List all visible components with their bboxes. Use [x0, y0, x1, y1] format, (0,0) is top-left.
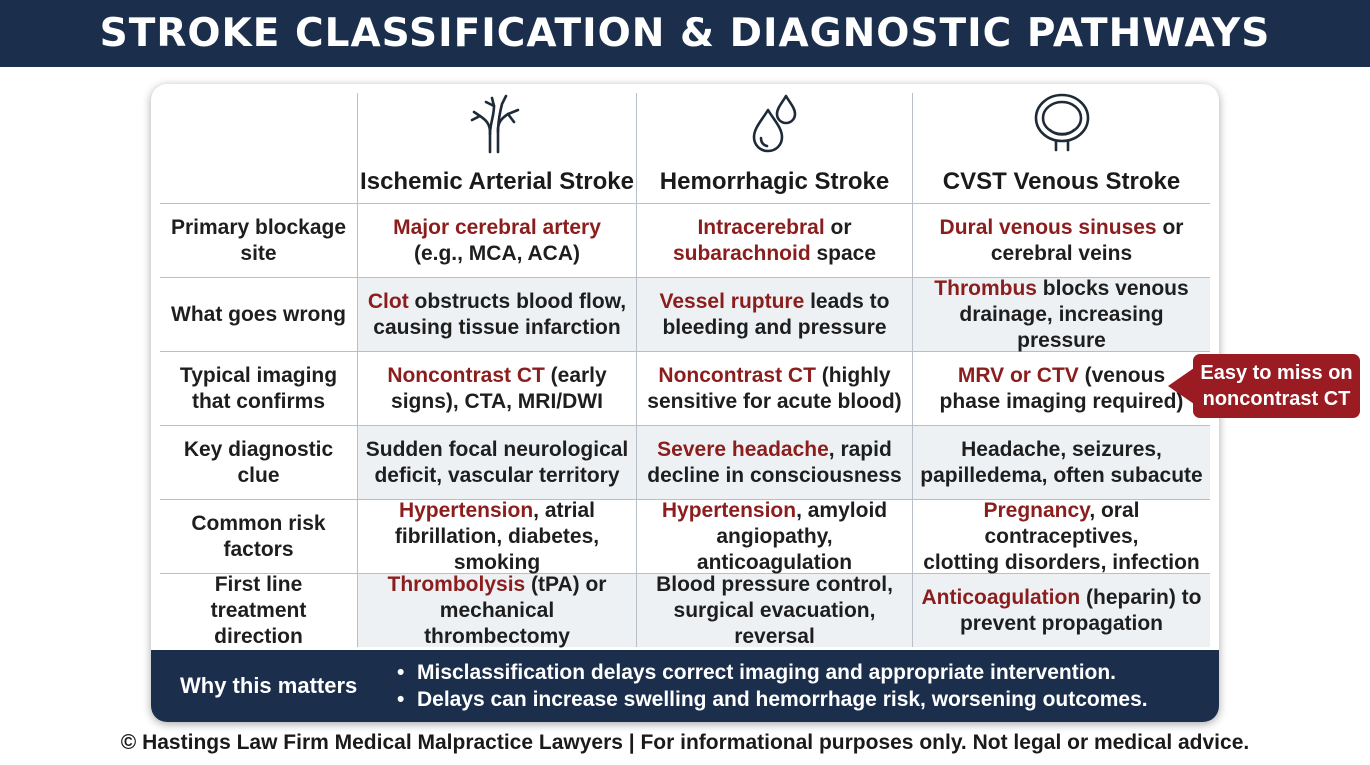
cell-ischemic [357, 500, 636, 573]
cell-text [940, 363, 1184, 415]
plain-text: , oral contraceptives, clotting disorders, infection [923, 498, 1200, 574]
highlight-text: Severe headache [657, 437, 829, 461]
row-label [160, 352, 357, 425]
cell-ischemic [357, 278, 636, 351]
plain-text: , rapid decline in consciousness [647, 437, 902, 487]
highlight-text: Hypertension [661, 498, 797, 522]
highlight-text: Thrombolysis [387, 572, 526, 596]
cell-hemorrhagic [636, 278, 912, 351]
plain-text: (highly sensitive for acute blood) [647, 363, 902, 413]
comparison-table [160, 93, 1210, 647]
highlight-text: Anticoagulation [921, 585, 1081, 609]
cell-ischemic [357, 204, 636, 277]
venous-sinus-icon [1032, 92, 1092, 154]
cell-text [366, 437, 629, 489]
row-label [160, 500, 357, 573]
cell-hemorrhagic [636, 352, 912, 425]
table-body [160, 203, 1210, 647]
cell-cvst [912, 352, 1210, 425]
highlight-text: Clot [367, 289, 409, 313]
cell-cvst [912, 500, 1210, 573]
plain-text: , amyloid angiopathy, anticoagulation [696, 498, 888, 574]
cell-text [940, 215, 1184, 267]
plain-text: Sudden focal neurological deficit, vascular territory [365, 437, 629, 487]
row-label [160, 426, 357, 499]
table-row [160, 203, 1210, 277]
cell-text [922, 585, 1202, 637]
page-title: STROKE CLASSIFICATION & DIAGNOSTIC PATHWAYS [99, 11, 1271, 56]
table-row [160, 425, 1210, 499]
cell-text [393, 215, 601, 267]
row-label-text: First line treatment direction [210, 572, 307, 648]
row-label [160, 204, 357, 277]
plain-text: (venous phase imaging required) [939, 363, 1184, 413]
highlight-text: Vessel rupture [659, 289, 805, 313]
blood-drops-icon [748, 92, 802, 154]
cell-text [368, 289, 626, 341]
cell-hemorrhagic [636, 574, 912, 647]
why-this-matters-band [151, 650, 1219, 722]
highlight-text: subarachnoid [672, 241, 811, 265]
plain-text: (heparin) to prevent propagation [959, 585, 1202, 635]
cell-cvst [912, 278, 1210, 351]
column-title: Ischemic Arterial Stroke [360, 168, 634, 195]
row-label [160, 574, 357, 647]
table-row [160, 277, 1210, 351]
cell-text [643, 572, 906, 650]
why-label: Why this matters [180, 673, 358, 698]
why-bullet: • Delays can increase swelling and hemorrhage risk, worsening outcomes. [397, 686, 1148, 713]
artery-branch-icon [468, 93, 526, 154]
row-label-text: What goes wrong [171, 302, 346, 326]
highlight-text: MRV or CTV [957, 363, 1079, 387]
cell-ischemic [357, 426, 636, 499]
header-ischemic [357, 93, 636, 203]
highlight-text: Noncontrast CT [658, 363, 816, 387]
highlight-text: Pregnancy [983, 498, 1090, 522]
cell-text [364, 572, 630, 650]
cell-text [919, 276, 1204, 354]
plain-text: (tPA) or mechanical thrombectomy [424, 572, 607, 648]
row-label-text: Typical imaging that confirms [179, 363, 338, 413]
column-title: CVST Venous Stroke [942, 168, 1181, 195]
callout-badge [1168, 354, 1360, 418]
header-corner-cell [160, 93, 357, 203]
callout-text: Easy to miss on noncontrast CT [1193, 354, 1360, 418]
row-label [160, 278, 357, 351]
cell-cvst [912, 426, 1210, 499]
highlight-text: Noncontrast CT [387, 363, 545, 387]
plain-text: or [830, 215, 852, 239]
plain-text: Headache, seizures, papilledema, often subacute [920, 437, 1203, 487]
comparison-card [151, 84, 1219, 722]
cell-hemorrhagic [636, 204, 912, 277]
cell-text [647, 437, 901, 489]
table-row [160, 573, 1210, 647]
cell-hemorrhagic [636, 426, 912, 499]
column-title: Hemorrhagic Stroke [659, 168, 890, 195]
row-label-text: Common risk factors [191, 511, 326, 561]
highlight-text: Hypertension [398, 498, 534, 522]
callout-pointer [1168, 368, 1194, 404]
plain-text: Blood pressure control, surgical evacuation, reversal [656, 572, 893, 648]
plain-text: blocks venous drainage, increasing pressure [959, 276, 1189, 352]
cell-text [643, 498, 906, 576]
table-header-row [160, 93, 1210, 203]
row-label-text: Primary blockage site [170, 215, 347, 265]
why-bullet: • Misclassification delays correct imaging and appropriate intervention. [397, 659, 1148, 686]
cell-text [660, 289, 890, 341]
why-bullets [397, 659, 1148, 713]
credit-line: © Hastings Law Firm Medical Malpractice Lawyers | For informational purposes only. Not legal or medical advice. [120, 731, 1250, 754]
header-hemorrhagic [636, 93, 912, 203]
plain-text: (early signs), CTA, MRI/DWI [391, 363, 607, 413]
table-row [160, 499, 1210, 573]
highlight-text: Dural venous sinuses [939, 215, 1157, 239]
cell-cvst [912, 574, 1210, 647]
cell-hemorrhagic [636, 500, 912, 573]
cell-cvst [912, 204, 1210, 277]
cell-text [920, 437, 1202, 489]
cell-text [364, 498, 630, 576]
title-banner [0, 0, 1370, 67]
cell-text [919, 498, 1204, 576]
highlight-text: Major cerebral artery [393, 215, 601, 239]
row-label-text: Key diagnostic clue [183, 437, 334, 487]
cell-ischemic [357, 352, 636, 425]
cell-text [647, 363, 901, 415]
plain-text: (e.g., MCA, ACA) [413, 241, 581, 265]
plain-text: space [810, 241, 877, 265]
plain-text: , atrial fibrillation, diabetes, smoking [394, 498, 600, 574]
highlight-text: Thrombus [934, 276, 1037, 300]
highlight-text: Intracerebral [697, 215, 825, 239]
plain-text: or cerebral veins [990, 215, 1184, 265]
cell-text [673, 215, 876, 267]
table-row [160, 351, 1210, 425]
cell-text [387, 363, 606, 415]
header-cvst [912, 93, 1210, 203]
plain-text: obstructs blood flow, causing tissue infarction [373, 289, 627, 339]
cell-ischemic [357, 574, 636, 647]
plain-text: leads to bleeding and pressure [662, 289, 890, 339]
